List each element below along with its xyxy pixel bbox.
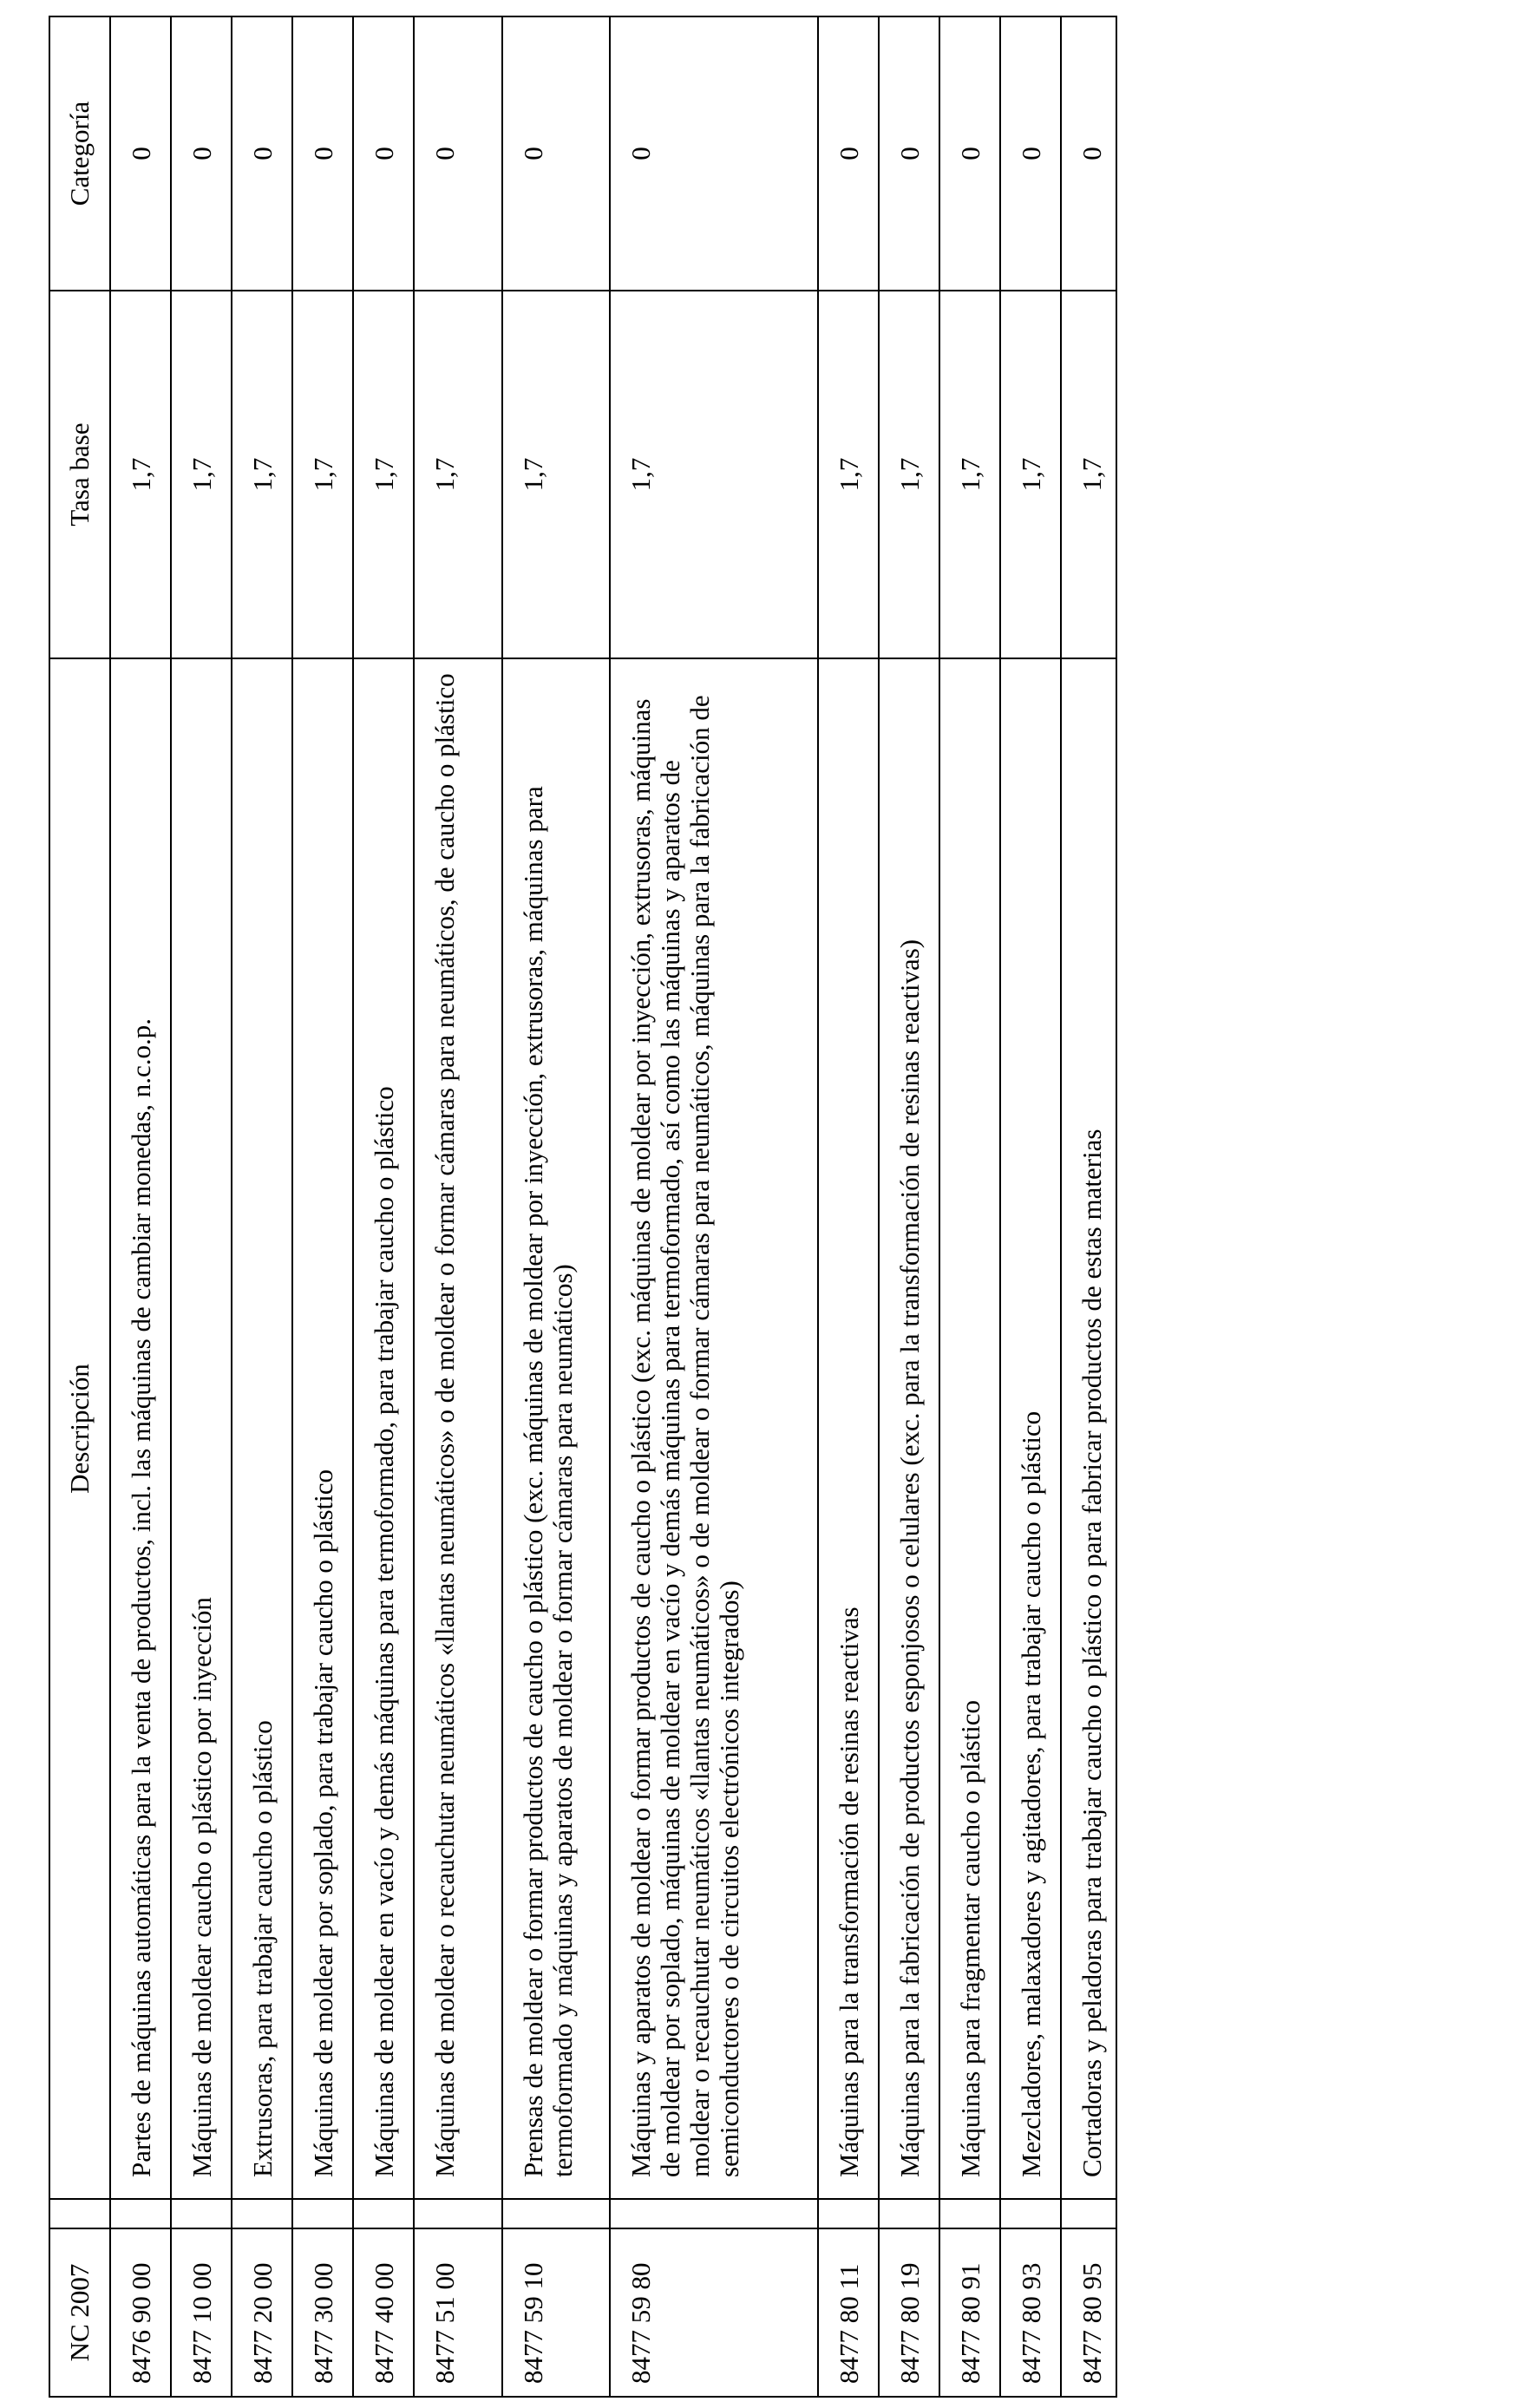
separator-cell xyxy=(110,2199,171,2228)
category-cell: 0 xyxy=(1061,16,1116,291)
base-rate-cell: 1,7 xyxy=(1000,291,1061,658)
table-row xyxy=(502,16,610,2397)
category-cell: 0 xyxy=(610,16,818,291)
description-cell: Partes de máquinas automáticas para la venta de productos, incl. las máquinas de cambiar monedas, n.c.o.p. xyxy=(110,658,171,2199)
header-separator xyxy=(49,2199,110,2228)
table-row xyxy=(818,16,879,2397)
description-cell: Máquinas para la transformación de resinas reactivas xyxy=(818,658,879,2199)
table-header-row xyxy=(49,16,110,2397)
description-cell: Extrusoras, para trabajar caucho o plástico xyxy=(232,658,292,2199)
base-rate-cell: 1,7 xyxy=(353,291,414,658)
base-rate-cell: 1,7 xyxy=(1061,291,1116,658)
base-rate-cell: 1,7 xyxy=(879,291,939,658)
separator-cell xyxy=(502,2199,610,2228)
header-description: Descripción xyxy=(49,658,110,2199)
table-row xyxy=(110,16,171,2397)
header-category: Categoría xyxy=(49,16,110,291)
code-cell: 8477 80 19 xyxy=(879,2228,939,2397)
code-cell: 8477 80 11 xyxy=(818,2228,879,2397)
category-cell: 0 xyxy=(818,16,879,291)
code-cell: 8477 59 80 xyxy=(610,2228,818,2397)
description-cell: Mezcladores, malaxadores y agitadores, para trabajar caucho o plástico xyxy=(1000,658,1061,2199)
separator-cell xyxy=(171,2199,232,2228)
category-cell: 0 xyxy=(939,16,1000,291)
table-row xyxy=(879,16,939,2397)
table-row xyxy=(353,16,414,2397)
description-cell: Máquinas de moldear caucho o plástico por inyección xyxy=(171,658,232,2199)
table-row xyxy=(414,16,502,2397)
description-cell: Máquinas de moldear por soplado, para trabajar caucho o plástico xyxy=(292,658,353,2199)
tariff-table xyxy=(49,16,1117,2398)
description-cell: Prensas de moldear o formar productos de caucho o plástico (exc. máquinas de moldear por inyección, extrusoras, máquinas para termoformado y máquinas y aparatos de moldear o formar cámaras para neumáticos) xyxy=(502,658,610,2199)
table-row xyxy=(939,16,1000,2397)
table-row xyxy=(1061,16,1116,2397)
base-rate-cell: 1,7 xyxy=(414,291,502,658)
category-cell: 0 xyxy=(414,16,502,291)
base-rate-cell: 1,7 xyxy=(110,291,171,658)
base-rate-cell: 1,7 xyxy=(939,291,1000,658)
code-cell: 8477 80 93 xyxy=(1000,2228,1061,2397)
code-cell: 8477 80 95 xyxy=(1061,2228,1116,2397)
description-cell: Máquinas para fragmentar caucho o plástico xyxy=(939,658,1000,2199)
separator-cell xyxy=(414,2199,502,2228)
code-cell: 8477 80 91 xyxy=(939,2228,1000,2397)
table-row xyxy=(171,16,232,2397)
separator-cell xyxy=(610,2199,818,2228)
header-base-rate: Tasa base xyxy=(49,291,110,658)
separator-cell xyxy=(879,2199,939,2228)
base-rate-cell: 1,7 xyxy=(502,291,610,658)
separator-cell xyxy=(818,2199,879,2228)
separator-cell xyxy=(292,2199,353,2228)
code-cell: 8477 30 00 xyxy=(292,2228,353,2397)
code-cell: 8476 90 00 xyxy=(110,2228,171,2397)
separator-cell xyxy=(939,2199,1000,2228)
category-cell: 0 xyxy=(292,16,353,291)
table-row xyxy=(232,16,292,2397)
base-rate-cell: 1,7 xyxy=(232,291,292,658)
base-rate-cell: 1,7 xyxy=(610,291,818,658)
code-cell: 8477 20 00 xyxy=(232,2228,292,2397)
description-cell: Máquinas de moldear en vacío y demás máquinas para termoformado, para trabajar caucho o plástico xyxy=(353,658,414,2199)
category-cell: 0 xyxy=(110,16,171,291)
table-row xyxy=(292,16,353,2397)
separator-cell xyxy=(353,2199,414,2228)
separator-cell xyxy=(1000,2199,1061,2228)
category-cell: 0 xyxy=(232,16,292,291)
description-cell: Máquinas de moldear o recauchutar neumáticos «llantas neumáticos» o de moldear o formar cámaras para neumáticos, de caucho o plástico xyxy=(414,658,502,2199)
separator-cell xyxy=(1061,2199,1116,2228)
category-cell: 0 xyxy=(353,16,414,291)
category-cell: 0 xyxy=(502,16,610,291)
table-row xyxy=(1000,16,1061,2397)
code-cell: 8477 40 00 xyxy=(353,2228,414,2397)
code-cell: 8477 59 10 xyxy=(502,2228,610,2397)
category-cell: 0 xyxy=(879,16,939,291)
base-rate-cell: 1,7 xyxy=(292,291,353,658)
base-rate-cell: 1,7 xyxy=(818,291,879,658)
table-body xyxy=(110,16,1116,2397)
code-cell: 8477 10 00 xyxy=(171,2228,232,2397)
table-row xyxy=(610,16,818,2397)
description-cell: Cortadoras y peladoras para trabajar caucho o plástico o para fabricar productos de estas materias xyxy=(1061,658,1116,2199)
code-cell: 8477 51 00 xyxy=(414,2228,502,2397)
base-rate-cell: 1,7 xyxy=(171,291,232,658)
category-cell: 0 xyxy=(1000,16,1061,291)
category-cell: 0 xyxy=(171,16,232,291)
description-cell: Máquinas y aparatos de moldear o formar productos de caucho o plástico (exc. máquinas de moldear por inyección, extrusoras, máquinas de moldear por soplado, máquinas de moldear en vacío y demás máquinas para termoformado, así como las máquinas y aparatos de moldear o recauchutar neumáticos «llantas neumáticos» o de moldear o formar cámaras para neumáticos, máquinas para la fabricación de semiconductores o de circuitos electrónicos integrados) xyxy=(610,658,818,2199)
description-cell: Máquinas para la fabricación de productos esponjosos o celulares (exc. para la transformación de resinas reactivas) xyxy=(879,658,939,2199)
header-code: NC 2007 xyxy=(49,2228,110,2397)
rotated-page-content xyxy=(49,17,1107,2398)
separator-cell xyxy=(232,2199,292,2228)
